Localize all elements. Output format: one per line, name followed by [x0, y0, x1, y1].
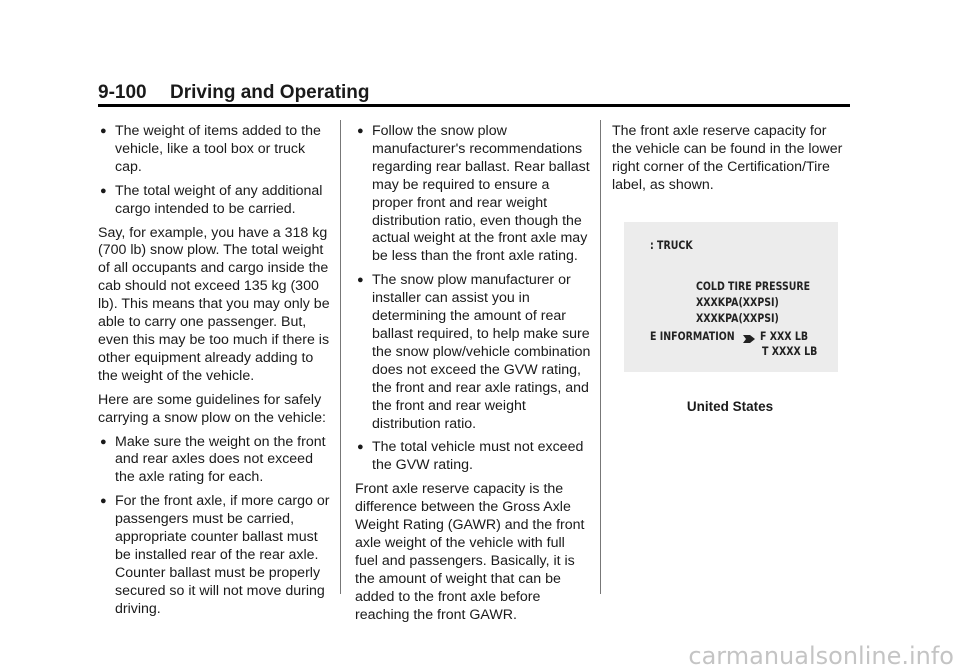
bullet-icon: ●	[357, 441, 364, 454]
paragraph: Say, for example, you have a 318 kg (700 lb) snow plow. The total weight of all occupants and cargo inside the cab should not exceed 135 kg (300 lb). This means that you may only be able to carry one passenger. But, even this may be too much if there is other equipment already adding to the weight of the vehicle.	[98, 224, 330, 384]
label-total: T XXXX LB	[762, 344, 818, 358]
arrow-right-icon	[742, 333, 756, 345]
list-item: ● The total vehicle must not exceed the GVW rating.	[357, 439, 584, 474]
paragraph: The front axle reserve capacity for the vehicle can be found in the lower right corner of the Certification/Tire label, as shown.	[612, 123, 843, 193]
bullet-icon: ●	[100, 125, 107, 137]
figure-caption: United States	[686, 399, 774, 414]
column-1	[98, 123, 332, 625]
bullet-icon: ●	[100, 495, 107, 508]
label-cold-tire-pressure: COLD TIRE PRESSURE	[696, 279, 811, 293]
section-title: Driving and Operating	[170, 82, 370, 103]
bullet-icon: ●	[357, 125, 364, 137]
list-item: ● The total weight of any additional cargo intended to be carried.	[100, 182, 323, 217]
label-truck: : TRUCK	[650, 238, 693, 252]
page-header	[98, 80, 850, 106]
watermark: carmanualsonline.info	[688, 642, 954, 670]
column-divider	[340, 120, 341, 594]
label-front-axle: F XXX LB	[760, 329, 809, 343]
list-item: ● Follow the snow plow manufacturer's recommendations regarding rear ballast. Rear ballast may be required to ensure a proper front and rear weight distribution ratio, even though the actual weight at the front axle may be less than the front axle rating.	[357, 123, 590, 265]
list-item: ● Make sure the weight on the front and rear axles does not exceed the axle rating for each.	[100, 433, 326, 486]
column-2	[355, 123, 591, 630]
list-item: ● The snow plow manufacturer or installer can assist you in determining the amount of rear ballast required, to help make sure the snow plow/vehicle combination does not exceed the GVW rating, the front and rear axle ratings, and the front and rear weight distribution ratio.	[357, 272, 591, 432]
paragraph: Here are some guidelines for safely carrying a snow plow on the vehicle:	[98, 391, 326, 426]
header-rule	[98, 104, 850, 107]
label-pressure-1: XXXKPA(XXPSI)	[696, 295, 779, 309]
label-pressure-2: XXXKPA(XXPSI)	[696, 311, 779, 325]
tire-label-image	[624, 222, 838, 372]
column-3	[612, 123, 850, 201]
page-number: 9-100	[98, 82, 147, 103]
bullet-icon: ●	[100, 435, 107, 448]
list-item: ● For the front axle, if more cargo or passengers must be carried, appropriate counter ballast must be installed rear of the rear axle. Counter ballast must be properly secured so it will not move during driving.	[100, 493, 330, 617]
paragraph: Front axle reserve capacity is the difference between the Gross Axle Weight Rating (GAWR) and the front axle weight of the vehicle with full fuel and passengers. Basically, it is the amount of weight that can be added to the front axle before reaching the front GAWR.	[355, 481, 585, 623]
label-information: E INFORMATION	[650, 329, 735, 343]
bullet-icon: ●	[100, 184, 107, 197]
list-item: ● The weight of items added to the vehicle, like a tool box or truck cap.	[100, 123, 321, 175]
bullet-icon: ●	[357, 274, 364, 287]
column-divider	[600, 120, 601, 594]
